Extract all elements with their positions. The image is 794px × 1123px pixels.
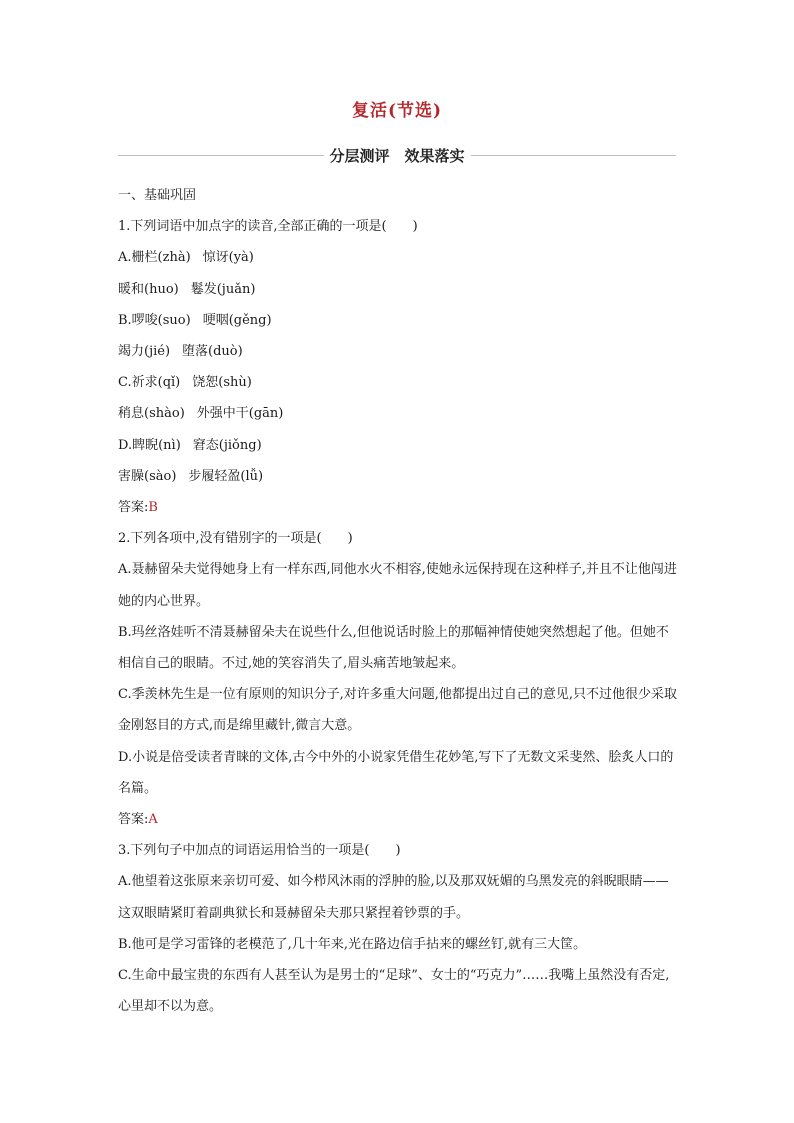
section-heading: 一、基础巩固	[118, 188, 197, 203]
q2-option-d: D.小说是倍受读者青睐的文体,古今中外的小说家凭借生花妙笔,写下了无数文采斐然、脍炙人口的名篇。	[118, 749, 674, 796]
q1-d-word2: 窘态(jiǒng)	[192, 437, 262, 453]
q2-stem: 2.下列各项中,没有错别字的一项是( )	[118, 531, 353, 547]
q2-option-a: A.聂赫留朵夫觉得她身上有一样东西,同他水火不相容,使她永远保持现在这种样子,并且不让他闯进她的内心世界。	[118, 562, 677, 609]
q2-answer-value: A	[148, 812, 158, 828]
q1-answer	[118, 492, 678, 523]
q1-a-word3: 暖和(huo)	[118, 281, 179, 297]
q3-option-b: B.他可是学习雷锋的老模范了,几十年来,光在路边信手拈来的螺丝钉,就有三大筐。	[118, 936, 587, 952]
q1-answer-label: 答案:	[118, 500, 149, 516]
q1-a-word2: 惊讶(yà)	[202, 250, 254, 266]
section-band-title: 分层测评 效果落实	[329, 146, 465, 165]
q1-c-word2: 饶恕(shù)	[192, 375, 252, 391]
q2-option-c: C.季羡林先生是一位有原则的知识分子,对许多重大问题,他都提出过自己的意见,只不过他很少采取金刚怒目的方式,而是绵里藏针,微言大意。	[118, 687, 678, 734]
band-rule-right	[471, 155, 677, 156]
q1-d-word3: 害臊(sào)	[118, 468, 177, 484]
q1-option-c-line1	[118, 367, 678, 398]
q1-option-c-line2	[118, 398, 678, 429]
q1-option-b-line2	[118, 336, 678, 367]
q1-d-word4: 步履轻盈(lǚ)	[188, 468, 264, 484]
q2-answer-label: 答案:	[118, 812, 149, 828]
q1-a-word4: 鬈发(juǎn)	[190, 281, 256, 297]
q1-c-word4: 外强中干(gān)	[196, 406, 284, 422]
q1-option-d-line2	[118, 461, 678, 492]
q1-b-word3: 竭力(jié)	[118, 344, 171, 360]
q3-option-a: A.他望着这张原来亲切可爱、如今栉风沐雨的浮肿的脸,以及那双妩媚的乌黑发亮的斜睨眼睛——这双眼睛紧盯着副典狱长和聂赫留朵夫那只紧捏着钞票的手。	[118, 874, 669, 921]
q1-option-b-line1	[118, 305, 678, 336]
content	[118, 180, 678, 1022]
q1-option-a-line2	[118, 274, 678, 305]
q1-option-d-line1	[118, 430, 678, 461]
q1-b-word2: 哽咽(gěng)	[202, 312, 272, 328]
q2-answer	[118, 804, 678, 835]
band-rule-left	[118, 155, 324, 156]
q1-b-word4: 堕落(duò)	[182, 344, 243, 360]
q2-option-b: B.玛丝洛娃听不清聂赫留朵夫在说些什么,但他说话时脸上的那幅神情使她突然想起了他。但她不相信自己的眼睛。不过,她的笑容消失了,眉头痛苦地皱起来。	[118, 624, 669, 672]
q1-a-word1: A.栅栏(zhà)	[118, 250, 191, 266]
section-band	[118, 145, 676, 165]
q1-answer-value: B	[148, 500, 158, 516]
q3-stem: 3.下列句子中加点的词语运用恰当的一项是( )	[118, 843, 401, 859]
q1-c-word1: C.祈求(qǐ)	[118, 375, 181, 391]
q1-c-word3: 稍息(shào)	[118, 406, 185, 422]
q3-option-c: C.生命中最宝贵的东西有人甚至认为是男士的“足球”、女士的“巧克力”……我嘴上虽然没有否定,心里却不以为意。	[118, 968, 670, 1015]
q1-d-word1: D.睥睨(nì)	[118, 437, 181, 453]
page-title: 复活(节选)	[351, 101, 443, 121]
q1-option-a-line1	[118, 242, 678, 273]
q1-b-word1: B.啰唆(suo)	[118, 312, 191, 328]
q1-stem: 1.下列词语中加点字的读音,全部正确的一项是( )	[118, 219, 418, 235]
